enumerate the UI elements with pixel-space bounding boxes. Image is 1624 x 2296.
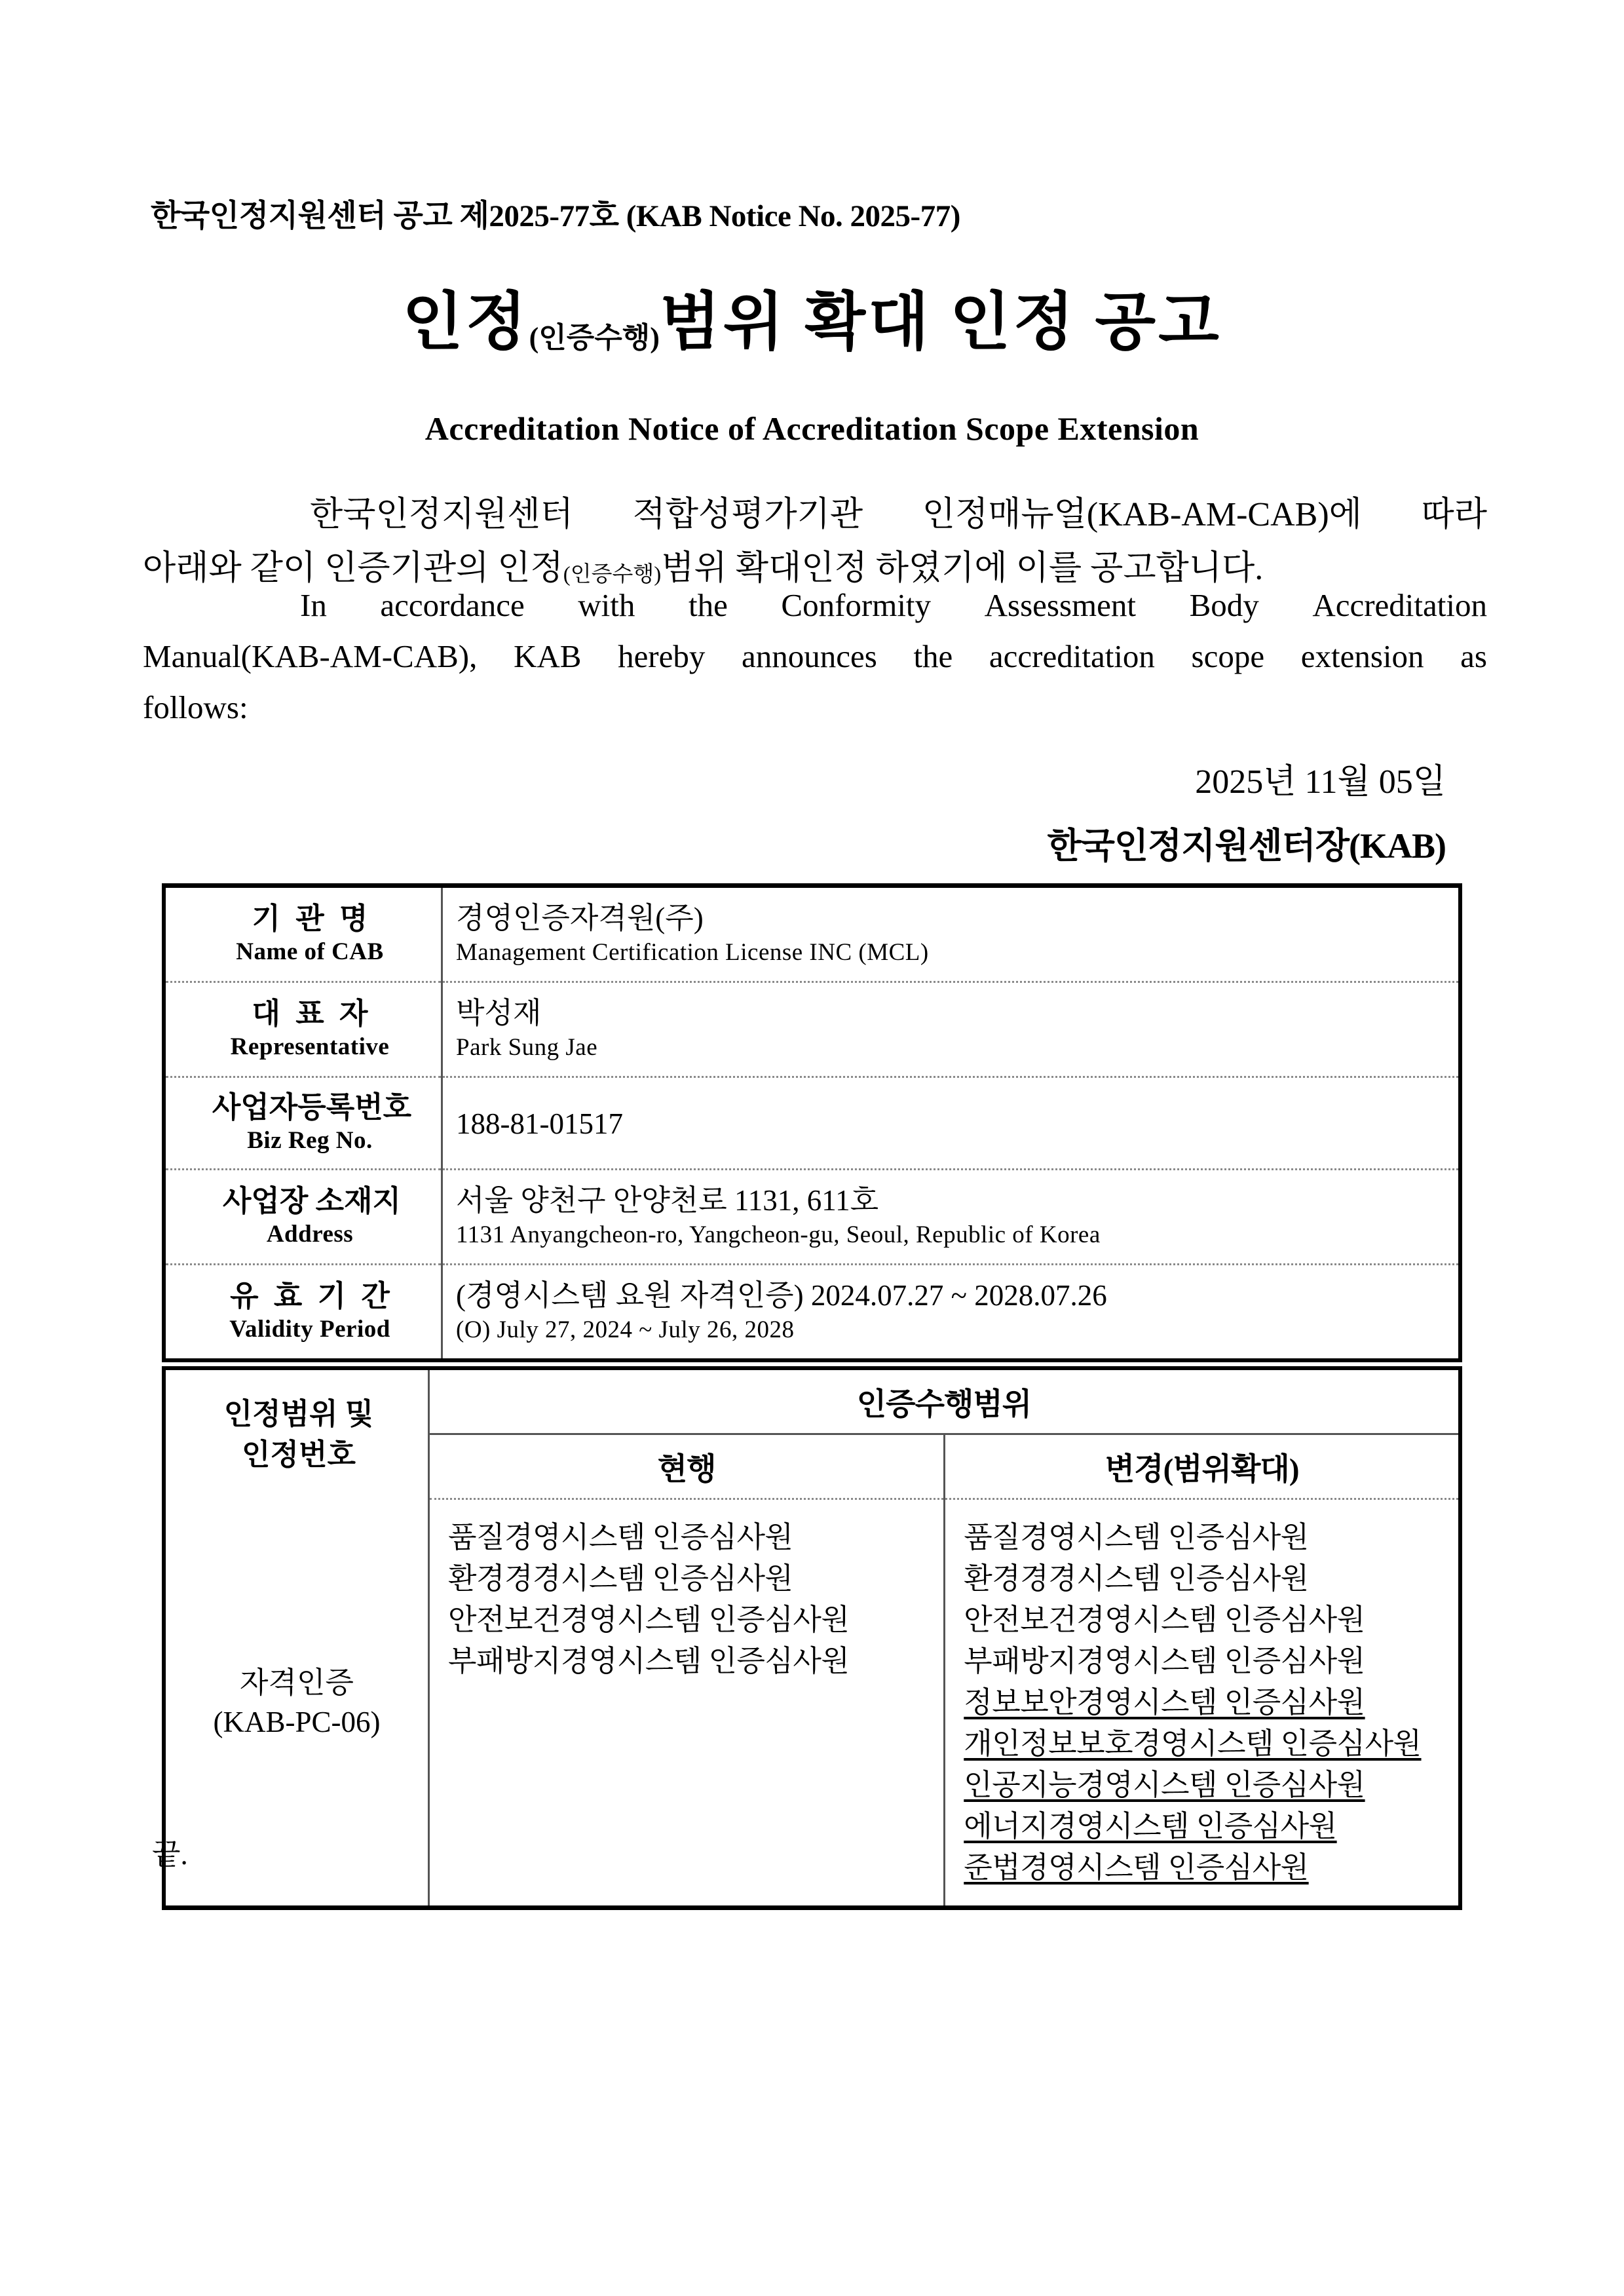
list-item-new: 에너지경영시스템 인증심사원 (964, 1810, 1337, 1843)
label-kr: 대 표 자 (252, 997, 372, 1030)
row-value-validity-period (442, 1265, 1461, 1359)
english-body-line-3: follows: (143, 689, 248, 725)
en-l2-w8: extension (1300, 638, 1424, 674)
scope-header-row (164, 1370, 1460, 1434)
row-value-name-of-cab (442, 886, 1461, 982)
scope-table (162, 1370, 1462, 1910)
table-row (164, 1265, 1460, 1359)
english-body-line-1 (143, 580, 1487, 631)
list-item: 환경경경시스템 인증심사원 (448, 1562, 793, 1595)
kr-word-3: 인정매뉴얼(KAB-AM-CAB)에 (922, 496, 1362, 533)
korean-body-line-1 (143, 488, 1487, 542)
scope-col-header-changed: 변경(범위확대) (945, 1434, 1460, 1499)
page-subtitle: Accreditation Notice of Accreditation Scope Extension (425, 410, 1199, 447)
en-l2-w2: KAB (513, 638, 582, 674)
scope-merged-header: 인증수행범위 (429, 1370, 1461, 1434)
list-item: 안전보건경영시스템 인증심사원 (448, 1603, 850, 1636)
value-kr: 188-81-01517 (456, 1107, 623, 1140)
value-en: (O) July 27, 2024 ~ July 26, 2028 (456, 1316, 795, 1343)
scope-changed-list (945, 1499, 1460, 1908)
en-l1-w6: Assessment (984, 587, 1137, 623)
notice-number-line: 한국인정지원센터 공고 제2025-77호 (KAB Notice No. 2025-77) (151, 199, 960, 233)
list-item: 환경경경시스템 인증심사원 (964, 1562, 1309, 1595)
title-parenthetical: (인증수행) (529, 322, 660, 354)
cab-info-table (162, 883, 1462, 1358)
value-en: Park Sung Jae (456, 1034, 598, 1061)
table-row (164, 1170, 1460, 1265)
value-en: 1131 Anyangcheon-ro, Yangcheon-gu, Seoul, Republic of Korea (456, 1221, 1101, 1248)
list-item: 품질경영시스템 인증심사원 (964, 1521, 1309, 1554)
en-l2-w9: as (1460, 638, 1487, 674)
en-l1-w8: Accreditation (1312, 587, 1487, 623)
en-l2-w7: scope (1191, 638, 1265, 674)
list-item: 부패방지경영시스템 인증심사원 (964, 1645, 1365, 1677)
table-row (164, 982, 1460, 1077)
scope-label-cell (164, 1370, 429, 1499)
row-label-validity-period (164, 1265, 442, 1359)
en-l2-w4: announces (742, 638, 877, 674)
label-en: Biz Reg No. (247, 1127, 373, 1154)
label-kr: 사업자등록번호 (212, 1091, 412, 1124)
scope-id-line-2: (KAB-PC-06) (213, 1705, 381, 1738)
en-l2-w3: hereby (618, 638, 706, 674)
table-section-divider (162, 1358, 1462, 1370)
row-label-name-of-cab (164, 886, 442, 982)
list-item-new: 정보보안경영시스템 인증심사원 (964, 1686, 1365, 1719)
row-label-representative (164, 982, 442, 1077)
en-l1-w1: In (300, 587, 327, 623)
label-kr: 기 관 명 (252, 902, 372, 935)
kr-word-4: 따라 (1421, 496, 1487, 533)
title-part-1: 인정 (402, 287, 529, 357)
document-date: 2025년 11월 05일 (1195, 763, 1446, 801)
scope-label-line-1: 인정범위 및 (223, 1398, 374, 1431)
scope-col-header-current: 현행 (429, 1434, 945, 1499)
end-mark: 끝. (152, 1838, 188, 1871)
scope-current-list (429, 1499, 945, 1908)
scope-label-line-2: 인정번호 (242, 1438, 356, 1472)
row-value-representative (442, 982, 1461, 1077)
kr-line2-parenthetical: (인증수행) (563, 563, 662, 586)
en-l1-w5: Conformity (781, 587, 932, 623)
table-row (164, 886, 1460, 982)
row-label-address (164, 1170, 442, 1265)
document-signer: 한국인정지원센터장(KAB) (1047, 826, 1446, 866)
kr-word-1: 한국인정지원센터 (310, 496, 573, 533)
label-kr: 유 효 기 간 (230, 1280, 394, 1312)
list-item-new: 인공지능경영시스템 인증심사원 (964, 1769, 1365, 1801)
en-l1-w2: accordance (380, 587, 525, 623)
kr-line2-b: 범위 확대인정 하였기에 이를 공고합니다. (661, 550, 1264, 587)
list-item: 품질경영시스템 인증심사원 (448, 1521, 793, 1554)
row-value-biz-reg-no (442, 1077, 1461, 1170)
list-item: 부패방지경영시스템 인증심사원 (448, 1645, 850, 1677)
list-item-new: 준법경영시스템 인증심사원 (964, 1851, 1309, 1884)
scope-id-line-1: 자격인증 (240, 1666, 354, 1699)
accreditation-table-wrapper (162, 883, 1462, 1910)
english-body-line-2 (143, 631, 1487, 682)
label-en: Address (266, 1221, 354, 1248)
label-kr: 사업장 소재지 (222, 1185, 402, 1217)
kr-line2-a: 아래와 같이 인증기관의 인정 (143, 550, 563, 587)
en-l2-w6: accreditation (989, 638, 1155, 674)
row-label-biz-reg-no (164, 1077, 442, 1170)
en-l2-w5: the (913, 638, 953, 674)
value-kr: 박성재 (456, 997, 542, 1029)
label-en: Name of CAB (236, 938, 384, 965)
list-item: 안전보건경영시스템 인증심사원 (964, 1603, 1365, 1636)
value-en: Management Certification License INC (MCL) (456, 939, 929, 966)
value-kr: (경영시스템 요원 자격인증) 2024.07.27 ~ 2028.07.26 (456, 1279, 1107, 1312)
label-en: Validity Period (229, 1316, 390, 1343)
table-row (164, 1077, 1460, 1170)
en-l1-w7: Body (1189, 587, 1259, 623)
en-l1-w3: with (578, 587, 635, 623)
page-title (0, 272, 1624, 362)
en-l1-w4: the (688, 587, 728, 623)
list-item-new: 개인정보보호경영시스템 인증심사원 (964, 1727, 1422, 1760)
kr-word-2: 적합성평가기관 (632, 496, 863, 533)
scope-content-row (164, 1499, 1460, 1908)
label-en: Representative (230, 1033, 390, 1060)
value-kr: 서울 양천구 안양천로 1131, 611호 (456, 1184, 879, 1217)
value-kr: 경영인증자격원(주) (456, 902, 704, 934)
en-l2-w1: Manual(KAB-AM-CAB), (143, 638, 478, 674)
title-part-2: 범위 확대 인정 공고 (659, 287, 1222, 357)
english-body-paragraph (143, 580, 1487, 733)
scope-id-cell (164, 1499, 429, 1908)
row-value-address (442, 1170, 1461, 1265)
